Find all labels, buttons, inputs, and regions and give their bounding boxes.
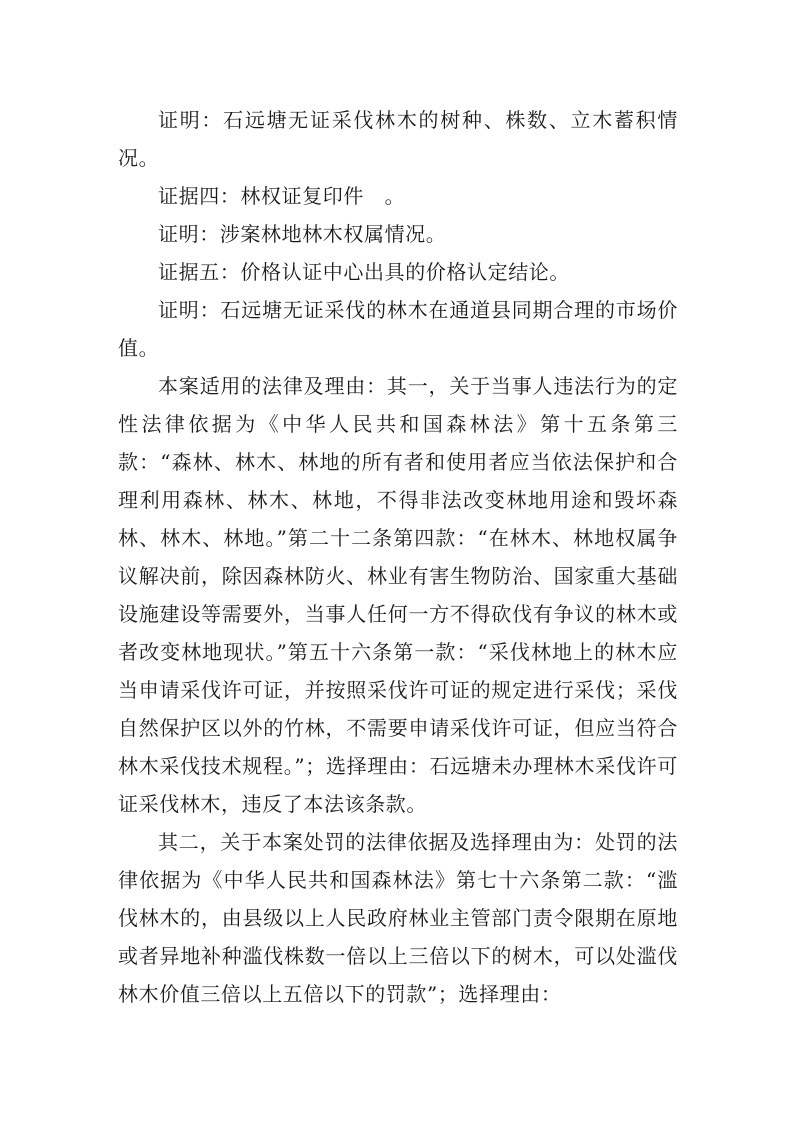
paragraph-proof-ownership: 证明：涉案林地林木权属情况。: [158, 222, 447, 246]
paragraph-evidence-five: 证据五：价格认证中心出具的价格认定结论。: [158, 260, 570, 284]
paragraph-applicable-law-second: 其二，关于本案处罚的法律依据及选择理由为：处罚的法律依据为《中华人民共和国森林法》第七十六条第二款：“滥伐林木的，由县级以上人民政府林业主管部门责令限期在原地或者异地补种滥伐株数一倍以上三倍以下的树木，可以处滥伐林木价值三倍以上五倍以下的罚款”；选择理由：: [118, 830, 678, 1006]
paragraph-evidence-four: 证据四：林权证复印件 。: [158, 184, 406, 208]
paragraph-proof-market-value: 证明：石远塘无证采伐的林木在通道县同期合理的市场价值。: [118, 298, 678, 360]
document-body: [118, 101, 678, 1013]
paragraph-applicable-law-first: 本案适用的法律及理由：其一，关于当事人违法行为的定性法律依据为《中华人民共和国森林法》第十五条第三款：“森林、林木、林地的所有者和使用者应当依法保护和合理利用森林、林木、林地，不得非法改变林地用途和毁坏森林、林木、林地。”第二十二条第四款：“在林木、林地权属争议解决前，除因森林防火、林业有害生物防治、国家重大基础设施建设等需要外，当事人任何一方不得砍伐有争议的林木或者改变林地现状。”第五十六条第一款：“采伐林地上的林木应当申请采伐许可证，并按照采伐许可证的规定进行采伐；采伐自然保护区以外的竹林，不需要申请采伐许可证，但应当符合林木采伐技术规程。”；选择理由：石远塘未办理林木采伐许可证采伐林木，违反了本法该条款。: [118, 374, 678, 816]
paragraph-proof-tree-species: 证明：石远塘无证采伐林木的树种、株数、立木蓄积情况。: [118, 108, 678, 170]
